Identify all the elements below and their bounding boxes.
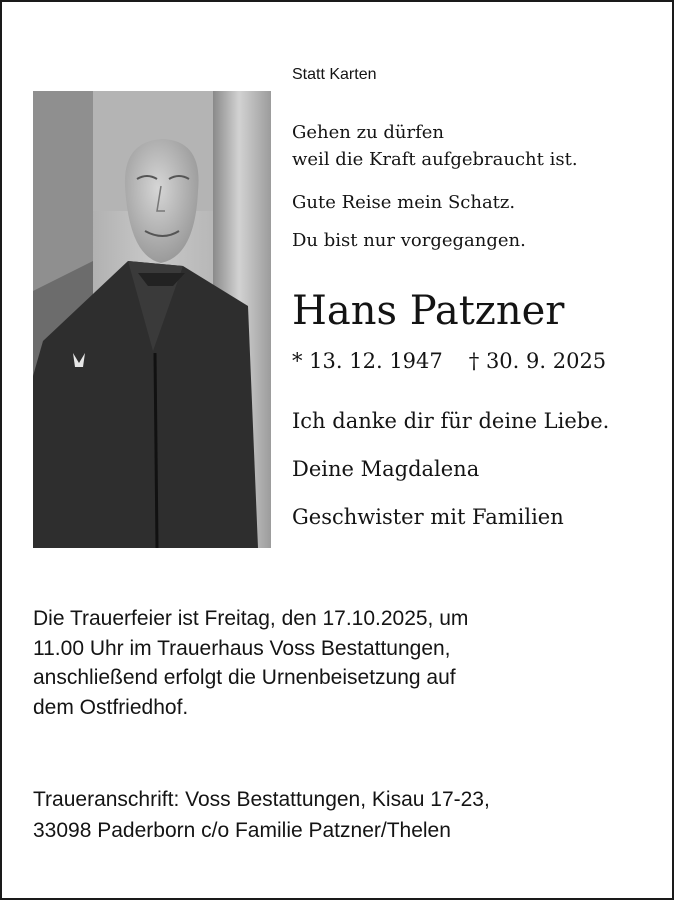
death-date: † 30. 9. 2025 xyxy=(468,349,607,373)
address-line: Traueranschrift: Voss Bestattungen, Kisau 17-23, xyxy=(33,788,490,811)
service-line: 11.00 Uhr im Trauerhaus Voss Bestattungen, xyxy=(33,636,451,660)
service-details xyxy=(33,604,468,722)
poem-stanza xyxy=(292,119,578,173)
address-line: 33098 Paderborn c/o Familie Patzner/Thelen xyxy=(33,819,451,842)
poem-line: Gehen zu dürfen xyxy=(292,122,445,143)
portrait-photo xyxy=(33,91,271,548)
birth-date: * 13. 12. 1947 xyxy=(292,349,443,373)
mourning-address xyxy=(33,784,490,846)
signature-family: Geschwister mit Familien xyxy=(292,505,564,529)
signature-magdalena: Deine Magdalena xyxy=(292,457,480,481)
service-line: Die Trauerfeier ist Freitag, den 17.10.2025, um xyxy=(33,607,469,630)
life-dates xyxy=(292,345,606,377)
statt-karten-label: Statt Karten xyxy=(292,66,377,83)
poem-line: weil die Kraft aufgebraucht ist. xyxy=(292,149,578,170)
service-line: anschließend erfolgt die Urnenbeisetzung auf xyxy=(33,666,456,689)
poem-line: Gute Reise mein Schatz. xyxy=(292,192,516,213)
thanks-line: Ich danke dir für deine Liebe. xyxy=(292,409,610,433)
deceased-name: Hans Patzner xyxy=(292,288,565,334)
poem-line: Du bist nur vorgegangen. xyxy=(292,230,526,251)
service-line: dem Ostfriedhof. xyxy=(33,695,189,719)
